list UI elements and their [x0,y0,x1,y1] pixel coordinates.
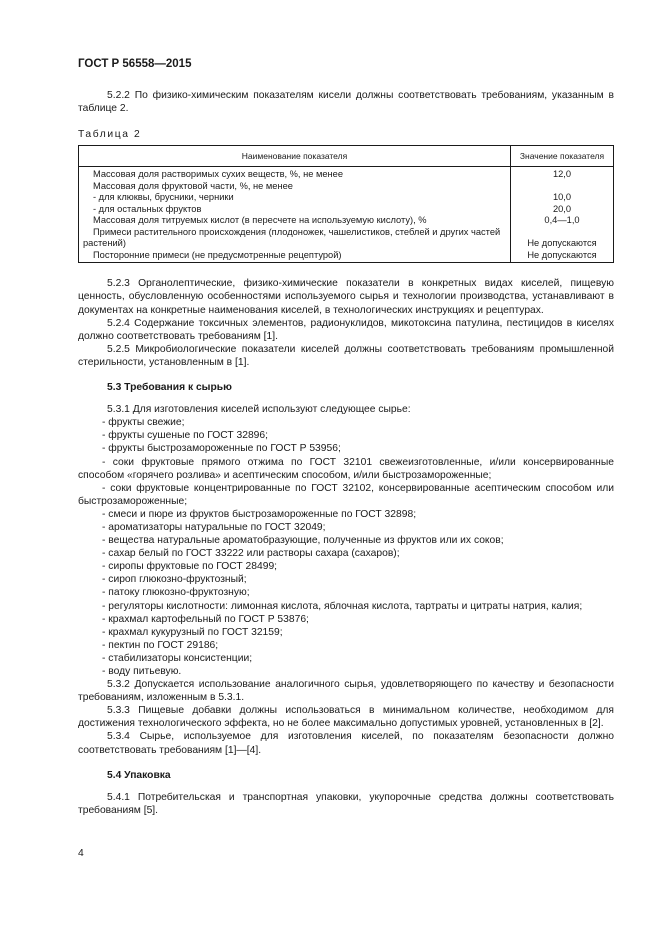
list-item: - фрукты сушеные по ГОСТ 32896; [102,430,268,442]
list-item: - соки фруктовые концентрированные по ГОСТ 32102, консервированные асептическим способом или быстрозамороженные; [78,482,614,507]
list-item: - сиропы фруктовые по ГОСТ 28499; [102,561,278,573]
table-row [79,250,614,263]
column-header-name: Наименование показателя [79,146,511,167]
list-item: - вещества натуральные ароматобразующие, полученные из фруктов или их соков; [102,535,504,547]
table-cell-name: Массовая доля фруктовой части, %, не менее [79,181,511,193]
table-row [79,204,614,216]
paragraph-5-3-2: 5.3.2 Допускается использование аналогичного сырья, удовлетворяющего по качеству и безопасности требованиям, изложенным в 5.3.1. [78,679,614,704]
paragraph-5-3-4: 5.3.4 Сырье, используемое для изготовления киселей, по показателям безопасности должно соответствовать требованиям [1]—[4]. [78,731,614,756]
document-page [78,58,614,817]
list-item: - пектин по ГОСТ 29186; [102,639,219,651]
list-item: - сироп глюкозно-фруктозный; [102,574,247,586]
table-cell-name: - для клюквы, брусники, черники [79,192,511,204]
table-row [79,167,614,181]
list-item: - сахар белый по ГОСТ 33222 или растворы сахара (сахаров); [102,548,400,560]
table-row [79,215,614,227]
table-cell-name: Массовая доля титруемых кислот (в пересчете на используемую кислоту), % [79,215,511,227]
list-item: - фрукты быстрозамороженные по ГОСТ Р 53956; [102,443,341,455]
table-cell-value: Не допускаются [511,250,614,263]
list-item: - патоку глюкозно-фруктозную; [102,587,250,599]
list-item: - стабилизаторы консистенции; [102,652,253,664]
table-cell-name: Посторонние примеси (не предусмотренные рецептурой) [79,250,511,263]
table-cell-name [79,227,511,250]
table-header-row [79,146,614,167]
list-item: - соки фруктовые прямого отжима по ГОСТ 32101 свежеизготовленные, и/или консервированные способом «горячего розлива» и асептическим способом, и/или быстрозамороженные; [78,456,614,481]
table-cell-value: 0,4—1,0 [511,215,614,227]
table-cell-value: Не допускаются [511,227,614,250]
paragraph-5-2-5: 5.2.5 Микробиологические показатели киселей должны соответствовать требованиям промышленной стерильности, установленным в [1]. [78,343,614,368]
list-item: - крахмал кукурузный по ГОСТ 32159; [102,626,283,638]
paragraph-5-2-2: 5.2.2 По физико-химическим показателям кисели должны соответствовать требованиям, указанным в таблице 2. [78,90,614,115]
section-heading-5-3: 5.3 Требования к сырью [107,382,232,394]
table-cell-name: - для остальных фруктов [79,204,511,216]
paragraph-5-3-3: 5.3.3 Пищевые добавки должны использоваться в минимальном количестве, необходимом для достижения технологического эффекта, но не более максимально допустимых уровней, установленных в [2]. [78,705,614,730]
paragraph-5-3-1: 5.3.1 Для изготовления киселей используют следующее сырье: [107,404,411,416]
table-cell-value: 10,0 [511,192,614,204]
table-cell-name: Массовая доля растворимых сухих веществ, %, не менее [79,167,511,181]
table-cell-value: 20,0 [511,204,614,216]
page-header: ГОСТ Р 56558—2015 [78,58,192,70]
list-item: - воду питьевую. [102,666,182,677]
list-item: - регуляторы кислотности: лимонная кислота, яблочная кислота, тартраты и цитраты натрия, калия; [102,600,583,612]
page-number: 4 [78,848,84,859]
list-item: - ароматизаторы натуральные по ГОСТ 32049; [102,521,326,533]
paragraph-5-2-3: 5.2.3 Органолептические, физико-химические показатели в конкретных видах киселей, пищевую ценность, обусловленную особенностями используемого сырья и технологии производства, устанавливают в документах на конкретные наименования киселей, в технологических инструкциях и рецептурах. [78,278,614,316]
paragraph-5-4-1: 5.4.1 Потребительская и транспортная упаковки, укупорочные средства должны соответствовать требованиям [5]. [78,791,614,816]
table-cell-text: Примеси растительного происхождения (плодоножек, чашелистиков, стеблей и других частей растений) [83,226,501,249]
list-item: - крахмал картофельный по ГОСТ Р 53876; [102,613,309,625]
list-item: - фрукты свежие; [102,417,185,429]
table-row [79,192,614,204]
paragraph-5-2-4: 5.2.4 Содержание токсичных элементов, радионуклидов, микотоксина патулина, пестицидов в киселях должно соответствовать требованиям [1]. [78,317,614,342]
table-cell-value: 12,0 [511,167,614,181]
column-header-value: Значение показателя [511,146,614,167]
table-caption: Таблица 2 [78,129,142,141]
table-row [79,181,614,193]
table-row [79,227,614,250]
table-cell-value [511,181,614,193]
list-item: - смеси и пюре из фруктов быстрозамороженные по ГОСТ 32898; [102,508,417,520]
section-heading-5-4: 5.4 Упаковка [107,769,171,781]
table-2 [78,145,614,263]
